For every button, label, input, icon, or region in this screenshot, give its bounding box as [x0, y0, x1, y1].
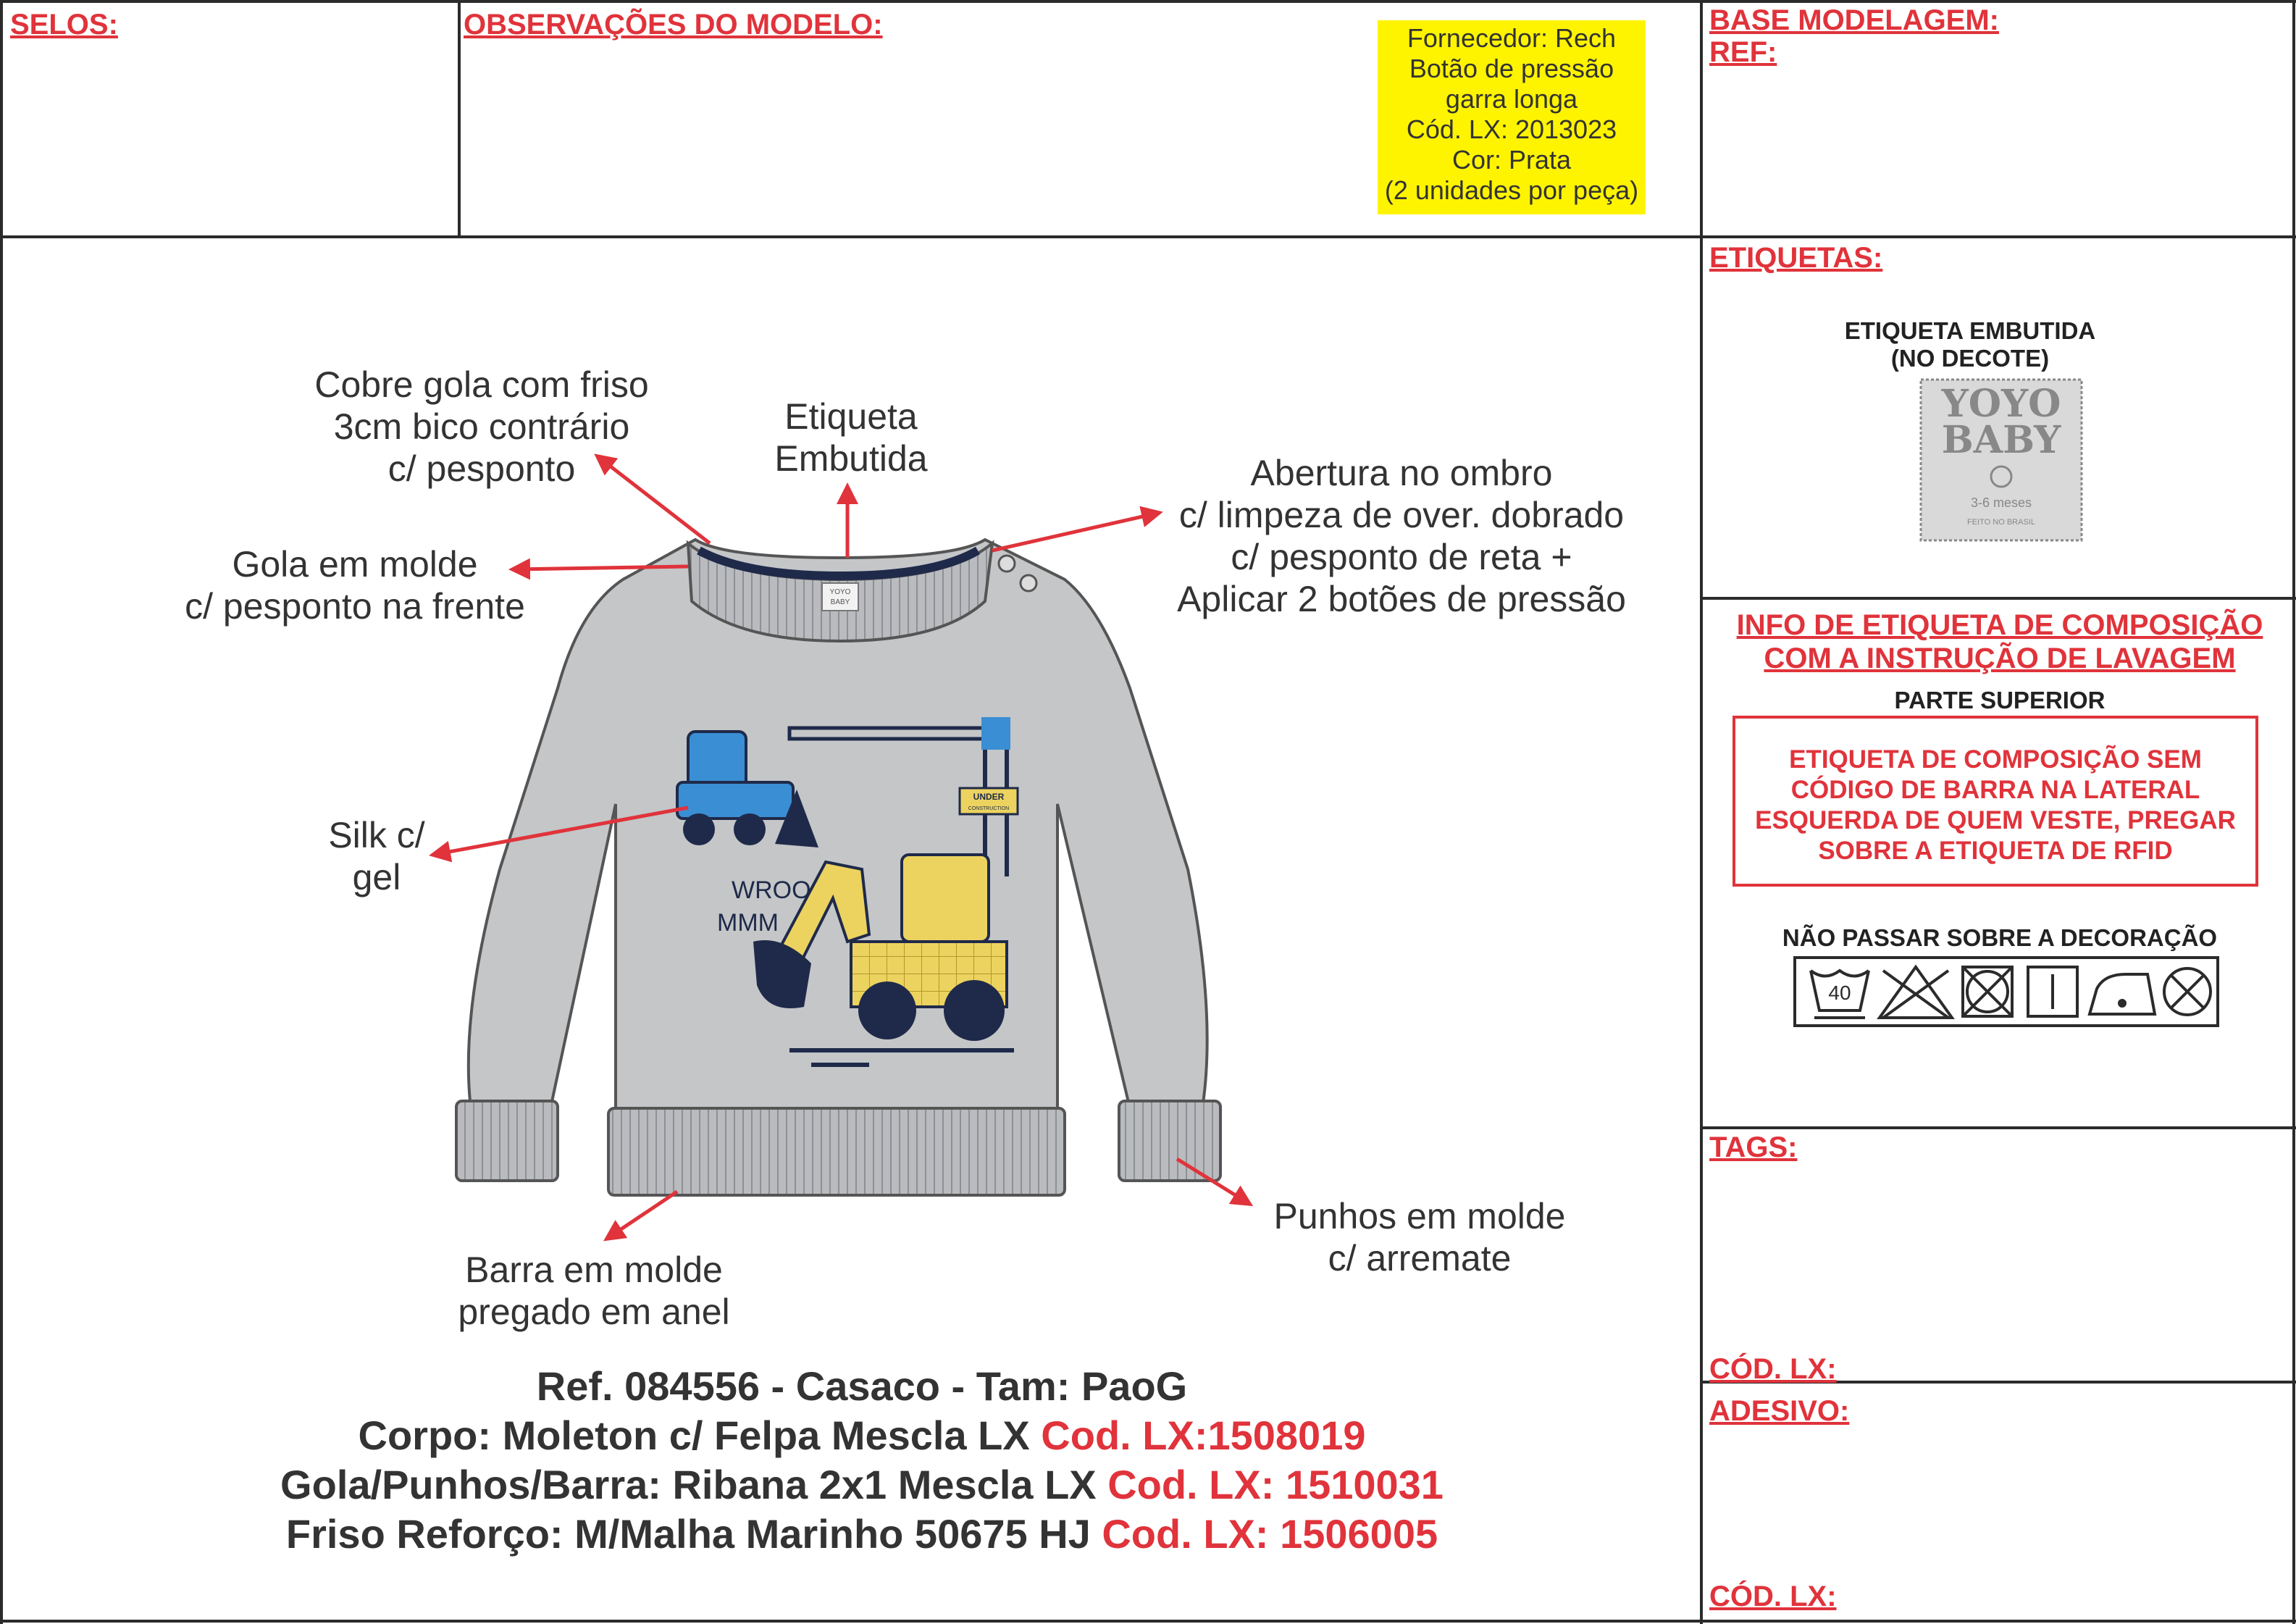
no-dry-clean-icon [2164, 968, 2211, 1015]
woven-label-brand1: YOYO [1941, 382, 2061, 426]
composition-note-line: CÓDIGO DE BARRA NA LATERAL [1790, 776, 2200, 804]
note-line: Abertura no ombro [1250, 453, 1553, 493]
wroom-line2: MMM [717, 909, 779, 937]
note-line: c/ pesponto na frente [185, 586, 525, 627]
tags-cod-label: CÓD. LX: [1709, 1353, 1837, 1385]
woven-label-size: 3-6 meses [1970, 495, 2032, 510]
left-cuff [456, 1101, 558, 1181]
spec-corpo-code: Cod. LX:1508019 [1041, 1412, 1366, 1458]
neck-label-line2: BABY [830, 598, 850, 606]
spec-gola-text: Gola/Punhos/Barra: Ribana 2x1 Mescla LX [280, 1462, 1108, 1507]
iron-low-icon [2090, 974, 2155, 1014]
spec-corpo-line [167, 1411, 1557, 1460]
supplier-note-line: Botão de pressão [1409, 54, 1614, 83]
woven-label-made-in: FEITO NO BRASIL [1967, 518, 2035, 527]
note-line: c/ arremate [1328, 1238, 1512, 1278]
excavator-cab [902, 855, 989, 942]
spec-gola-code: Cod. LX: 1510031 [1107, 1462, 1444, 1507]
line-dry-icon [2028, 967, 2077, 1016]
note-line: c/ pesponto [387, 448, 576, 489]
observacoes-label: OBSERVAÇÕES DO MODELO: [464, 9, 883, 41]
etiqueta-embutida-title: ETIQUETA EMBUTIDA [1844, 317, 2096, 344]
wash-40-icon [1811, 971, 1869, 1018]
neck-label-line1: YOYO [829, 588, 851, 596]
info-composicao-subtitle: COM A INSTRUÇÃO DE LAVAGEM [1764, 643, 2236, 674]
excavator-wheel [944, 980, 1005, 1041]
woven-label-illustration [1921, 380, 2082, 540]
spec-friso-code: Cod. LX: 1506005 [1102, 1511, 1438, 1557]
adesivo-label: ADESIVO: [1709, 1395, 1850, 1427]
note-line: Gola em molde [232, 544, 478, 585]
composition-note-line: ETIQUETA DE COMPOSIÇÃO SEM [1789, 745, 2202, 774]
tractor-wheel [734, 813, 766, 845]
note-line: Aplicar 2 botões de pressão [1177, 579, 1626, 619]
no-bleach-icon [1880, 967, 1952, 1018]
note-line: pregado em anel [458, 1292, 730, 1332]
hem-rib [608, 1108, 1065, 1195]
note-line: Cobre gola com friso [314, 364, 649, 405]
excavator-wheel [858, 981, 916, 1039]
selos-label: SELOS: [10, 9, 118, 41]
note-line: Punhos em molde [1273, 1196, 1566, 1236]
sign-line2: CONSTRUCTION [968, 806, 1010, 811]
etiquetas-label: ETIQUETAS: [1709, 242, 1883, 274]
note-line: c/ pesponto de reta + [1231, 537, 1572, 577]
svg-text:40: 40 [1828, 981, 1851, 1004]
adesivo-cod-label: CÓD. LX: [1709, 1581, 1837, 1612]
supplier-note-line: garra longa [1445, 84, 1578, 114]
woven-label-brand2: BABY [1941, 418, 2061, 462]
care-symbols [1795, 958, 2218, 1026]
parte-superior: PARTE SUPERIOR [1894, 687, 2106, 713]
spec-friso-text: Friso Reforço: M/Malha Marinho 50675 HJ [285, 1511, 1102, 1557]
supplier-note-line: Cód. LX: 2013023 [1406, 114, 1617, 144]
ref-label: REF: [1709, 36, 1777, 68]
etiqueta-embutida-subtitle: (NO DECOTE) [1890, 345, 2050, 372]
composition-note-line: SOBRE A ETIQUETA DE RFID [1818, 837, 2173, 865]
supplier-note-line: Cor: Prata [1451, 145, 1572, 175]
nao-passar-note: NÃO PASSAR SOBRE A DECORAÇÃO [1782, 924, 2218, 951]
sweater-illustration [456, 540, 1220, 1195]
note-line: Etiqueta [784, 396, 918, 437]
composition-note-line: ESQUERDA DE QUEM VESTE, PREGAR [1755, 806, 2236, 834]
snap-button-2 [1021, 575, 1036, 591]
sign-line1: UNDER [973, 792, 1005, 802]
tractor-wheel [683, 813, 715, 845]
neck-label [822, 583, 858, 611]
snap-button-1 [999, 556, 1015, 572]
note-line: Silk c/ [328, 815, 425, 855]
wroom-line1: WROO [732, 876, 811, 904]
note-line: gel [352, 857, 401, 897]
note-line: Barra em molde [465, 1250, 723, 1290]
arrow-barra [607, 1192, 677, 1239]
spec-gola-line [167, 1460, 1557, 1510]
note-line: Embutida [774, 438, 928, 479]
supplier-note-line: (2 unidades por peça) [1384, 175, 1639, 205]
arrow-abertura [992, 513, 1159, 551]
supplier-note-line: Fornecedor: Rech [1407, 23, 1617, 53]
base-modelagem-label: BASE MODELAGEM: [1709, 4, 1999, 36]
note-line: c/ limpeza de over. dobrado [1178, 495, 1625, 535]
spec-corpo-text: Corpo: Moleton c/ Felpa Mescla LX [358, 1412, 1042, 1458]
info-composicao-title: INFO DE ETIQUETA DE COMPOSIÇÃO [1736, 609, 2263, 641]
spec-friso-line [167, 1510, 1557, 1559]
right-cuff [1119, 1101, 1220, 1181]
note-line: 3cm bico contrário [333, 406, 630, 447]
blue-tractor-body [677, 782, 793, 819]
tags-label: TAGS: [1709, 1131, 1798, 1163]
spec-ref-line: Ref. 084556 - Casaco - Tam: PaoG [536, 1363, 1188, 1409]
crane-top [981, 717, 1010, 750]
arrow-cobre-gola [598, 456, 710, 543]
no-tumble-dry-icon [1963, 967, 2012, 1016]
